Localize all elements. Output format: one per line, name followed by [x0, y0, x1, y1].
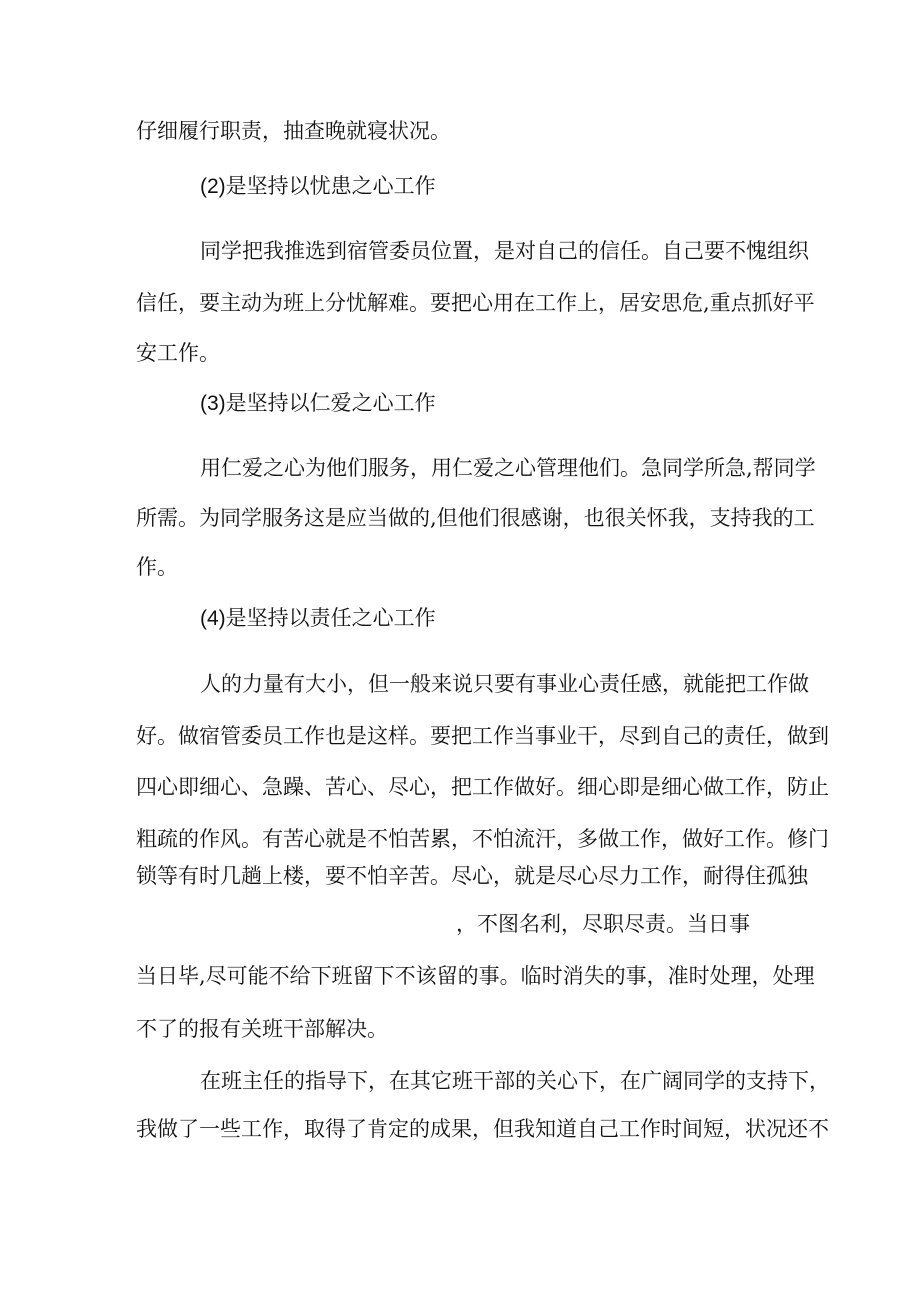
paragraph-line: ，不图名利，尽职尽责。当日事: [456, 912, 750, 936]
paragraph-line: 同学把我推选到宿管委员位置，是对自己的信任。自己要不愧组织: [200, 239, 809, 263]
section-number: (4): [200, 607, 226, 630]
section-title: 是坚持以忧患之心工作: [225, 174, 436, 198]
section-number: (2): [200, 175, 226, 198]
section-title: 是坚持以仁爱之心工作: [225, 391, 436, 415]
paragraph-line: 仔细履行职责，抽查晚就寝状况。: [136, 119, 451, 143]
paragraph-line: 我做了一些工作，取得了肯定的成果，但我知道自己工作时间短，状况还不: [136, 1117, 829, 1141]
paragraph-line: 粗疏的作风。有苦心就是不怕苦累，不怕流汗，多做工作，做好工作。修门: [136, 827, 829, 851]
paragraph-line: 四心即细心、急躁、苦心、尽心，把工作做好。细心即是细心做工作，防止: [136, 775, 829, 799]
paragraph-line: 用仁爱之心为他们服务，用仁爱之心管理他们。急同学所急,帮同学: [200, 456, 816, 480]
paragraph-line: 人的力量有大小，但一般来说只要有事业心责任感，就能把工作做: [200, 672, 809, 696]
paragraph-line: 作。: [136, 555, 178, 579]
paragraph-line: 安工作。: [136, 341, 220, 365]
section-number: (3): [200, 392, 226, 415]
paragraph-line: 所需。为同学服务这是应当做的,但他们很感谢，也很关怀我，支持我的工: [136, 506, 815, 530]
section-heading-2: [200, 172, 436, 201]
section-title: 是坚持以责任之心工作: [225, 606, 436, 630]
paragraph-line: 锁等有时几趟上楼，要不怕辛苦。尽心，就是尽心尽力工作，耐得住孤独: [136, 864, 808, 888]
paragraph-line: 不了的报有关班干部解决。: [136, 1017, 388, 1041]
paragraph-line: 当日毕,尽可能不给下班留下不该留的事。临时消失的事，准时处理，处理: [136, 964, 815, 988]
paragraph-line: 信任，要主动为班上分忧解难。要把心用在工作上，居安思危,重点抓好平: [136, 291, 815, 315]
paragraph-line: 在班主任的指导下，在其它班干部的关心下，在广阔同学的支持下，: [200, 1069, 830, 1093]
paragraph-line: 好。做宿管委员工作也是这样。要把工作当事业干，尽到自己的责任，做到: [136, 724, 829, 748]
section-heading-4: [200, 604, 436, 633]
section-heading-3: [200, 389, 436, 418]
